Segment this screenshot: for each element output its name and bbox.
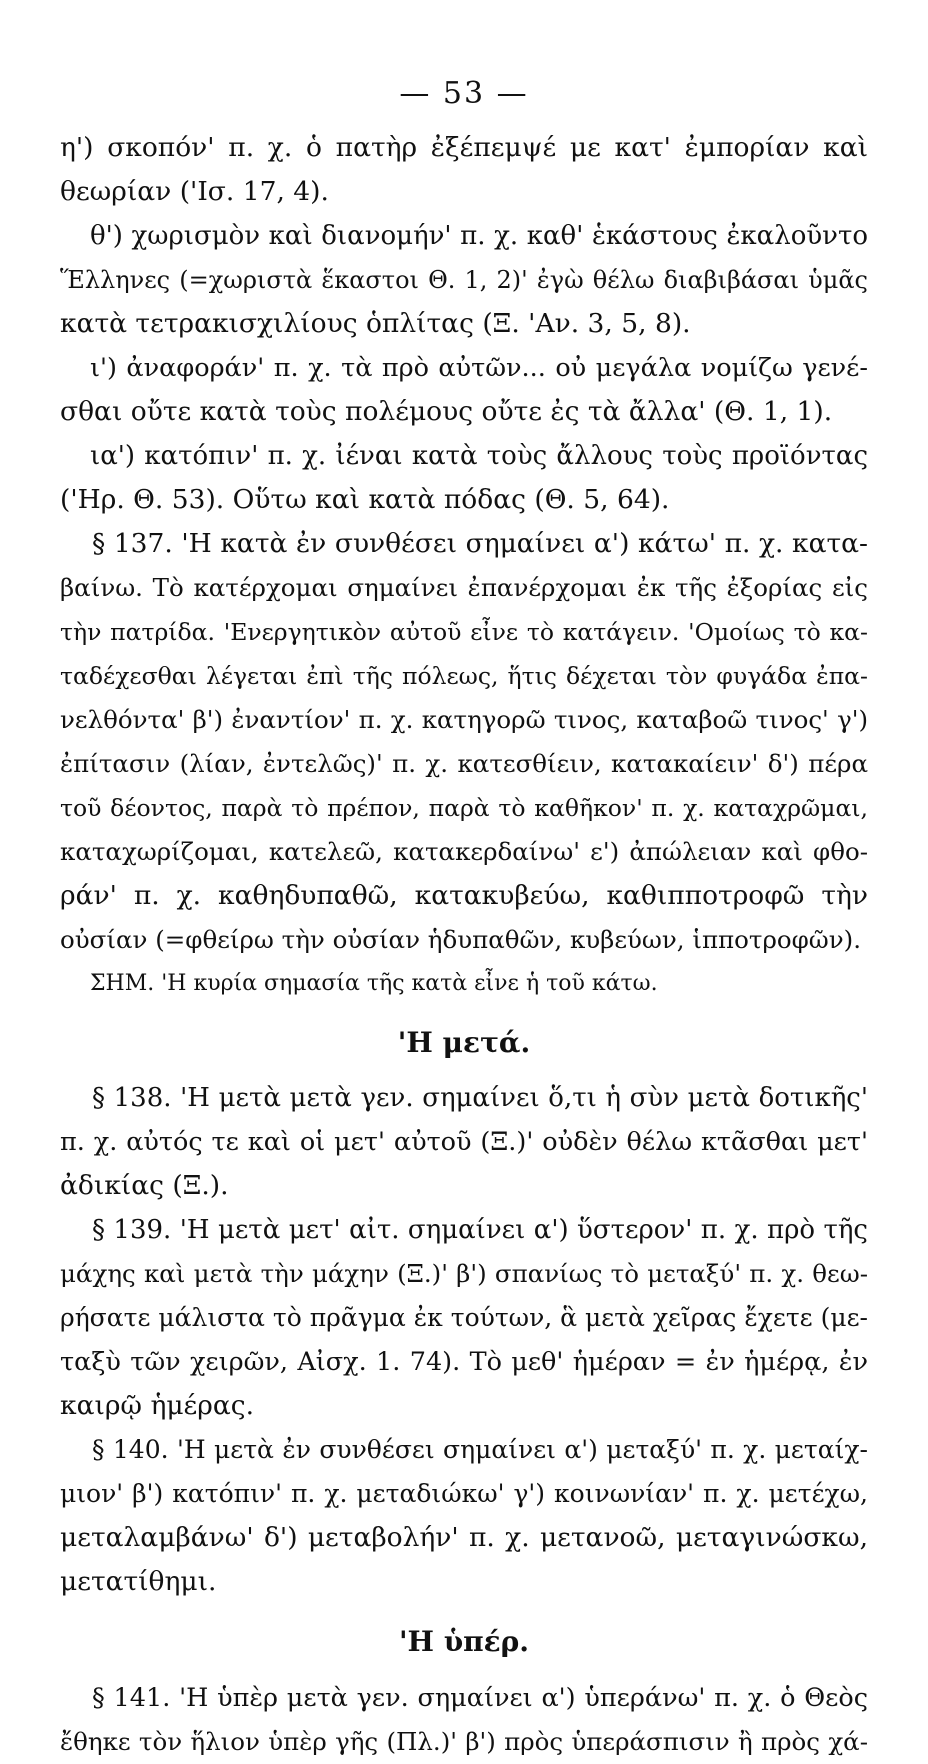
text-line: ταδέχεσθαι λέγεται ἐπὶ τῆς πόλεως, ἥτις δέχεται τὸν φυγάδα ἐπα- bbox=[60, 662, 868, 690]
text-line: θ') χωρισμὸν καὶ διανομήν' π. χ. καθ' ἑκάστους ἐκαλοῦντο bbox=[90, 221, 868, 251]
text-line: ('Ηρ. Θ. 53). Οὕτω καὶ κατὰ πόδας (Θ. 5, 64). bbox=[60, 484, 670, 515]
text-line: νελθόντα' β') ἐναντίον' π. χ. κατηγορῶ τινος, καταβοῶ τινος' γ') bbox=[60, 705, 868, 734]
text-line: ἔθηκε τὸν ἥλιον ὑπὲρ γῆς (Πλ.)' β') πρὸς ὑπεράσπισιν ἢ πρὸς χά- bbox=[60, 1727, 868, 1756]
text-line: σθαι οὔτε κατὰ τοὺς πολέμους οὔτε ἐς τὰ ἄλλα' (Θ. 1, 1). bbox=[60, 396, 833, 427]
text-line: καταχωρίζομαι, κατελεῶ, κατακερδαίνω' ε') ἀπώλειαν καὶ φθο- bbox=[60, 837, 868, 866]
text-line: μετατίθημι. bbox=[60, 1566, 217, 1597]
text-line: ἀδικίας (Ξ.). bbox=[60, 1170, 229, 1201]
text-line: Ἕλληνες (=χωριστὰ ἕκαστοι Θ. 1, 2)' ἐγὼ θέλω διαβιβάσαι ὑμᾶς bbox=[60, 266, 868, 294]
text-line: μεταλαμβάνω' δ') μεταβολήν' π. χ. μετανοῶ, μεταγινώσκω, bbox=[60, 1522, 868, 1553]
note-line: ΣΗΜ. 'Η κυρία σημασία τῆς κατὰ εἶνε ἡ τοῦ κάτω. bbox=[90, 971, 658, 996]
text-line: ια') κατόπιν' π. χ. ἰέναι κατὰ τοὺς ἄλλους τοὺς προϊόντας bbox=[90, 441, 868, 471]
text-line: μάχης καὶ μετὰ τὴν μάχην (Ξ.)' β') σπανίως τὸ μεταξύ' π. χ. θεω- bbox=[60, 1259, 868, 1288]
text-line: ρήσατε μάλιστα τὸ πρᾶγμα ἐκ τούτων, ἃ μετὰ χεῖρας ἔχετε (με- bbox=[60, 1303, 868, 1332]
page-body bbox=[60, 126, 868, 1764]
text-line: ταξὺ τῶν χειρῶν, Αἰσχ. 1. 74). Τὸ μεθ' ἡμέραν = ἐν ἡμέρᾳ, ἐν bbox=[60, 1347, 868, 1377]
text-line: ράν' π. χ. καθηδυπαθῶ, κατακυβεύω, καθιπποτροφῶ τὴν bbox=[60, 880, 868, 911]
text-line: τὴν πατρίδα. 'Ενεργητικὸν αὐτοῦ εἶνε τὸ κατάγειν. 'Ομοίως τὸ κα- bbox=[60, 618, 868, 646]
text-line: § 141. 'Η ὑπὲρ μετὰ γεν. σημαίνει α') ὑπεράνω' π. χ. ὁ Θεὸς bbox=[92, 1683, 868, 1713]
text-line: § 140. 'Η μετὰ ἐν συνθέσει σημαίνει α') μεταξύ' π. χ. μεταίχ- bbox=[92, 1435, 868, 1464]
text-line: § 137. 'Η κατὰ ἐν συνθέσει σημαίνει α') κάτω' π. χ. κατα- bbox=[92, 528, 868, 559]
text-line: καιρῷ ἡμέρας. bbox=[60, 1390, 255, 1421]
page-number: — 53 — bbox=[399, 76, 529, 111]
text-line: μιον' β') κατόπιν' π. χ. μεταδιώκω' γ') κοινωνίαν' π. χ. μετέχω, bbox=[60, 1479, 868, 1508]
section-heading-meta: 'Η μετά. bbox=[397, 1026, 531, 1059]
text-line: τοῦ δέοντος, παρὰ τὸ πρέπον, παρὰ τὸ καθῆκον' π. χ. καταχρῶμαι, bbox=[60, 794, 868, 822]
text-line: κατὰ τετρακισχιλίους ὁπλίτας (Ξ. 'Αν. 3, 5, 8). bbox=[60, 308, 691, 339]
text-line: οὐσίαν (=φθείρω τὴν οὐσίαν ἡδυπαθῶν, κυβεύων, ἱπποτροφῶν). bbox=[60, 925, 861, 954]
text-line: η') σκοπόν' π. χ. ὁ πατὴρ ἐξέπεμψέ με κατ' ἐμπορίαν καὶ bbox=[60, 132, 868, 163]
text-line: § 139. 'Η μετὰ μετ' αἰτ. σημαίνει α') ὕστερον' π. χ. πρὸ τῆς bbox=[92, 1215, 868, 1245]
text-line: θεωρίαν ('Ισ. 17, 4). bbox=[60, 176, 329, 207]
text-line: ι') ἀναφοράν' π. χ. τὰ πρὸ αὐτῶν... οὐ μεγάλα νομίζω γενέ- bbox=[90, 353, 868, 383]
text-line: π. χ. αὐτός τε καὶ οἱ μετ' αὐτοῦ (Ξ.)' οὐδὲν θέλω κτᾶσθαι μετ' bbox=[60, 1127, 868, 1157]
section-heading-hyper: 'Η ὑπέρ. bbox=[398, 1625, 530, 1658]
text-line: § 138. 'Η μετὰ μετὰ γεν. σημαίνει ὅ,τι ἡ σὺν μετὰ δοτικῆς' bbox=[92, 1083, 868, 1113]
text-line: βαίνω. Τὸ κατέρχομαι σημαίνει ἐπανέρχομαι ἐκ τῆς ἐξορίας εἰς bbox=[60, 573, 868, 602]
text-line: ἐπίτασιν (λίαν, ἐντελῶς)' π. χ. κατεσθίειν, κατακαίειν' δ') πέρα bbox=[60, 749, 868, 778]
